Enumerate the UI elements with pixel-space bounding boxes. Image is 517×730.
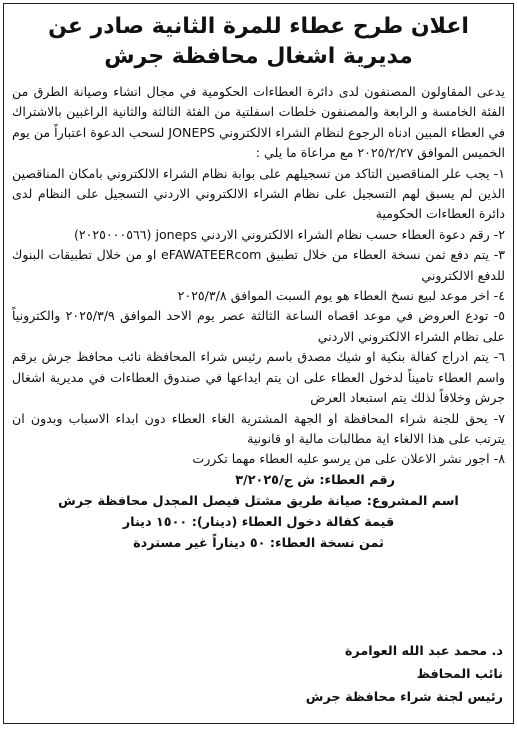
tender-number: رقم العطاء: ش ج/٣/٢٠٢٥	[235, 472, 395, 488]
signature-block	[306, 640, 503, 709]
condition-item-4: ٤- اخر موعد لبيع نسخ العطاء هو يوم السبت الموافق ٢٠٢٥/٣/٨	[177, 288, 505, 304]
copy-price: ثمن نسخة العطاء: ٥٠ ديناراً غير مستردة	[133, 535, 384, 551]
tender-details	[12, 470, 505, 554]
condition-item-1: ١- يجب علر المناقصين التاكد من تسجيلهم على بوابة نظام الشراء الالكتروني بامكان المناقصين الذين لم يسبق لهم التسجيل على نظام الشراء الالكتروني الاردني التسجيل على النظام لدى دائرة العطاءات الحكومية	[12, 165, 505, 222]
project-name: اسم المشروع: صيانة طريق مشتل فيصل المجدل محافظة جرش	[58, 493, 459, 509]
condition-item-2: ٢- رقم دعوة العطاء حسب نظام الشراء الالكتروني الاردني joneps (٢٠٢٥٠٠٠٥٦٦)	[73, 226, 505, 242]
signatory-name: د. محمد عبد الله العوامرة	[344, 644, 503, 659]
tender-announcement	[3, 3, 514, 724]
condition-item-7: ٧- يحق للجنة شراء المحافظة او الجهة المشترية الغاء العطاء دون ابداء الاسباب وبدون ان يترتب على هذا الالغاء اية مطالبات مالية او قانونية	[12, 410, 505, 446]
condition-item-3: ٣- يتم دفع ثمن نسخة العطاء من خلال تطبيق eFAWATEERcom او من خلال تطبيقات البنوك للدفع الالكتروني	[12, 247, 506, 283]
condition-item-6: ٦- يتم ادراج كفالة بنكية او شيك مصدق باسم رئيس شراء المحافظة نائب محافظ جرش برقم واسم العطاء تاميناً لدخول العطاء على ان يتم ايداعها في صندوق العطاءات في مديرية اشغال جرش وخلافاً لذلك يتم استبعاد العرض	[12, 349, 505, 406]
title-line-1: اعلان طرح عطاء للمرة الثانية صادر عن	[48, 14, 469, 39]
guarantee-value: قيمة كفالة دخول العطاء (دينار): ١٥٠٠ دينار	[122, 514, 395, 530]
announcement-body	[4, 72, 513, 554]
condition-item-5: ٥- تودع العروض في موعد اقصاه الساعة الثالثة عصر يوم الاحد الموافق ٢٠٢٥/٣/٩ والكترونياً على نظام الشراء الالكتروني الاردني	[12, 308, 505, 344]
condition-item-8: ٨- اجور نشر الاعلان على من يرسو عليه العطاء مهما تكررت	[192, 451, 505, 467]
intro-paragraph: يدعى المقاولون المصنفون لدى دائرة العطاءات الحكومية في مجال انشاء وصيانة الطرق من الفئة الخامسة و الرابعة والمصنفون خلطات اسفلتية من الفئة الثالثة والثانية الراغبين بالاشتراك في العطاء المبين ادناه الرجوع لنظام الشراء الالكتروني JONEPS لسحب الدعوة اعتباراً من يوم الخميس الموافق ٢٠٢٥/٢/٢٧ مع مراعاة ما يلي :	[12, 84, 505, 161]
signatory-role: نائب المحافظ	[416, 667, 503, 682]
signatory-committee: رئيس لجنة شراء محافظة جرش	[305, 690, 503, 705]
title-line-2: مديرية اشغال محافظة جرش	[104, 44, 413, 69]
announcement-title	[4, 12, 513, 72]
